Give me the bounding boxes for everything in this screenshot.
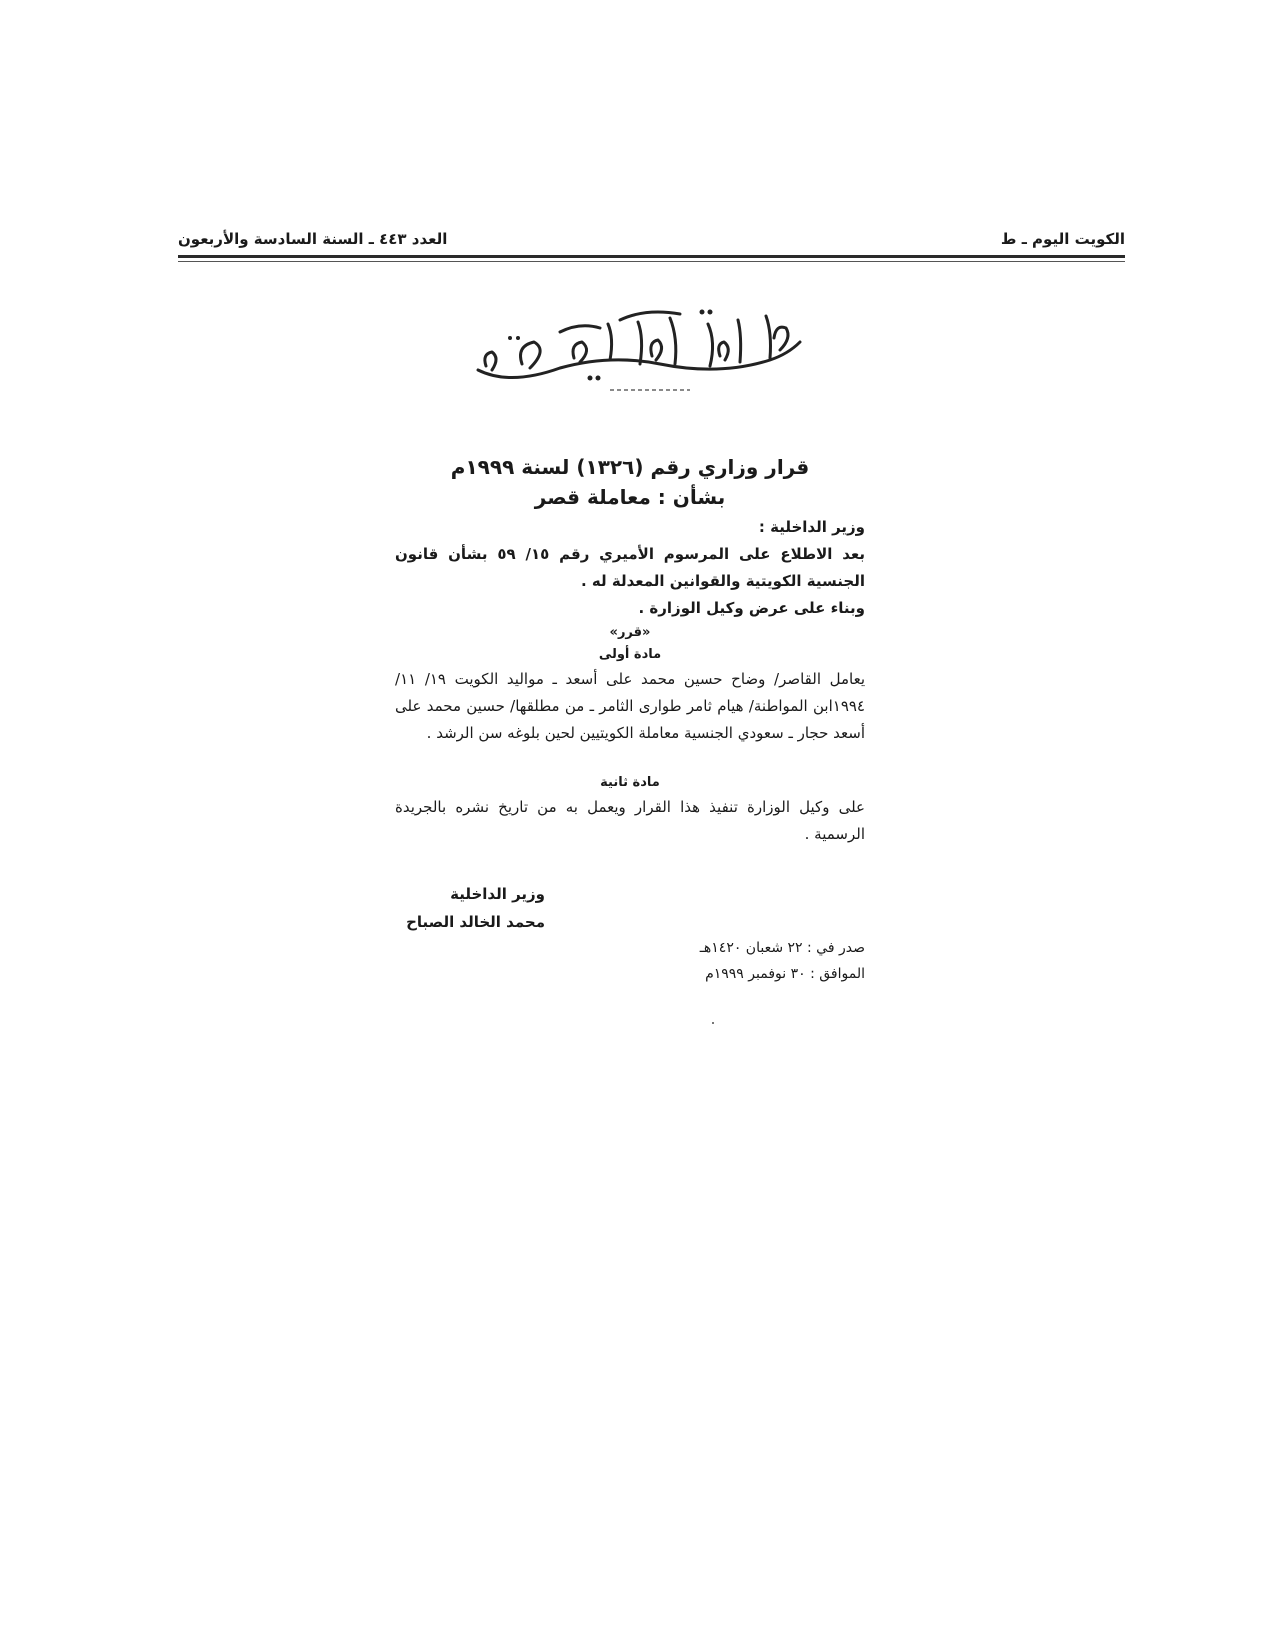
ministry-calligraphy-logo (470, 298, 810, 398)
article-two-block (395, 772, 865, 848)
article-two-text: على وكيل الوزارة تنفيذ هذا القرار ويعمل به من تاريخ نشره بالجريدة الرسمية . (395, 798, 865, 843)
hijri-date: صدر في : ٢٢ شعبان ١٤٢٠هـ (699, 940, 865, 956)
article-one-text: يعامل القاصر/ وضاح حسين محمد على أسعد ـ مواليد الكويت ١٩/ ١١/ ١٩٩٤ابن المواطنة/ هيام ثامر طوارى الثامر ـ من مطلقها/ حسين محمد على أسعد حجار ـ سعودي الجنسية معاملة الكويتيين لحين بلوغه سن الرشد . (395, 670, 865, 742)
signatory-title: وزير الداخلية (450, 885, 545, 903)
preamble (395, 514, 865, 622)
proposal-line: وبناء على عرض وكيل الوزارة . (638, 599, 865, 617)
decree-title-block (395, 452, 865, 512)
header-rule (178, 255, 1125, 258)
running-header (178, 226, 1125, 252)
gregorian-date: الموافق : ٣٠ نوفمبر ١٩٩٩م (705, 966, 865, 982)
scan-speck (712, 1022, 714, 1024)
header-rule-thin (178, 261, 1125, 262)
article-two-heading: مادة ثانية (600, 775, 660, 790)
decree-title: قرار وزاري رقم (١٣٢٦) لسنة ١٩٩٩م (450, 455, 810, 479)
article-one-heading: مادة أولى (598, 647, 662, 662)
signature-block (395, 880, 545, 936)
decree-subject: بشأن : معاملة قصر (534, 485, 726, 509)
issue-number: العدد ٤٤٣ ـ السنة السادسة والأربعون (178, 230, 448, 248)
dates-block (600, 935, 865, 987)
publication-name: الكويت اليوم ـ ط (1000, 230, 1125, 248)
legal-reference: بعد الاطلاع على المرسوم الأميري رقم ١٥/ ٥٩ بشأن قانون الجنسية الكويتية والقوانين المعدلة له . (395, 545, 866, 590)
signatory-name: محمد الخالد الصباح (406, 913, 545, 931)
resolution-heading: «قرر» (609, 625, 651, 640)
resolution-block (395, 622, 865, 747)
minister-line: وزير الداخلية : (758, 518, 865, 536)
